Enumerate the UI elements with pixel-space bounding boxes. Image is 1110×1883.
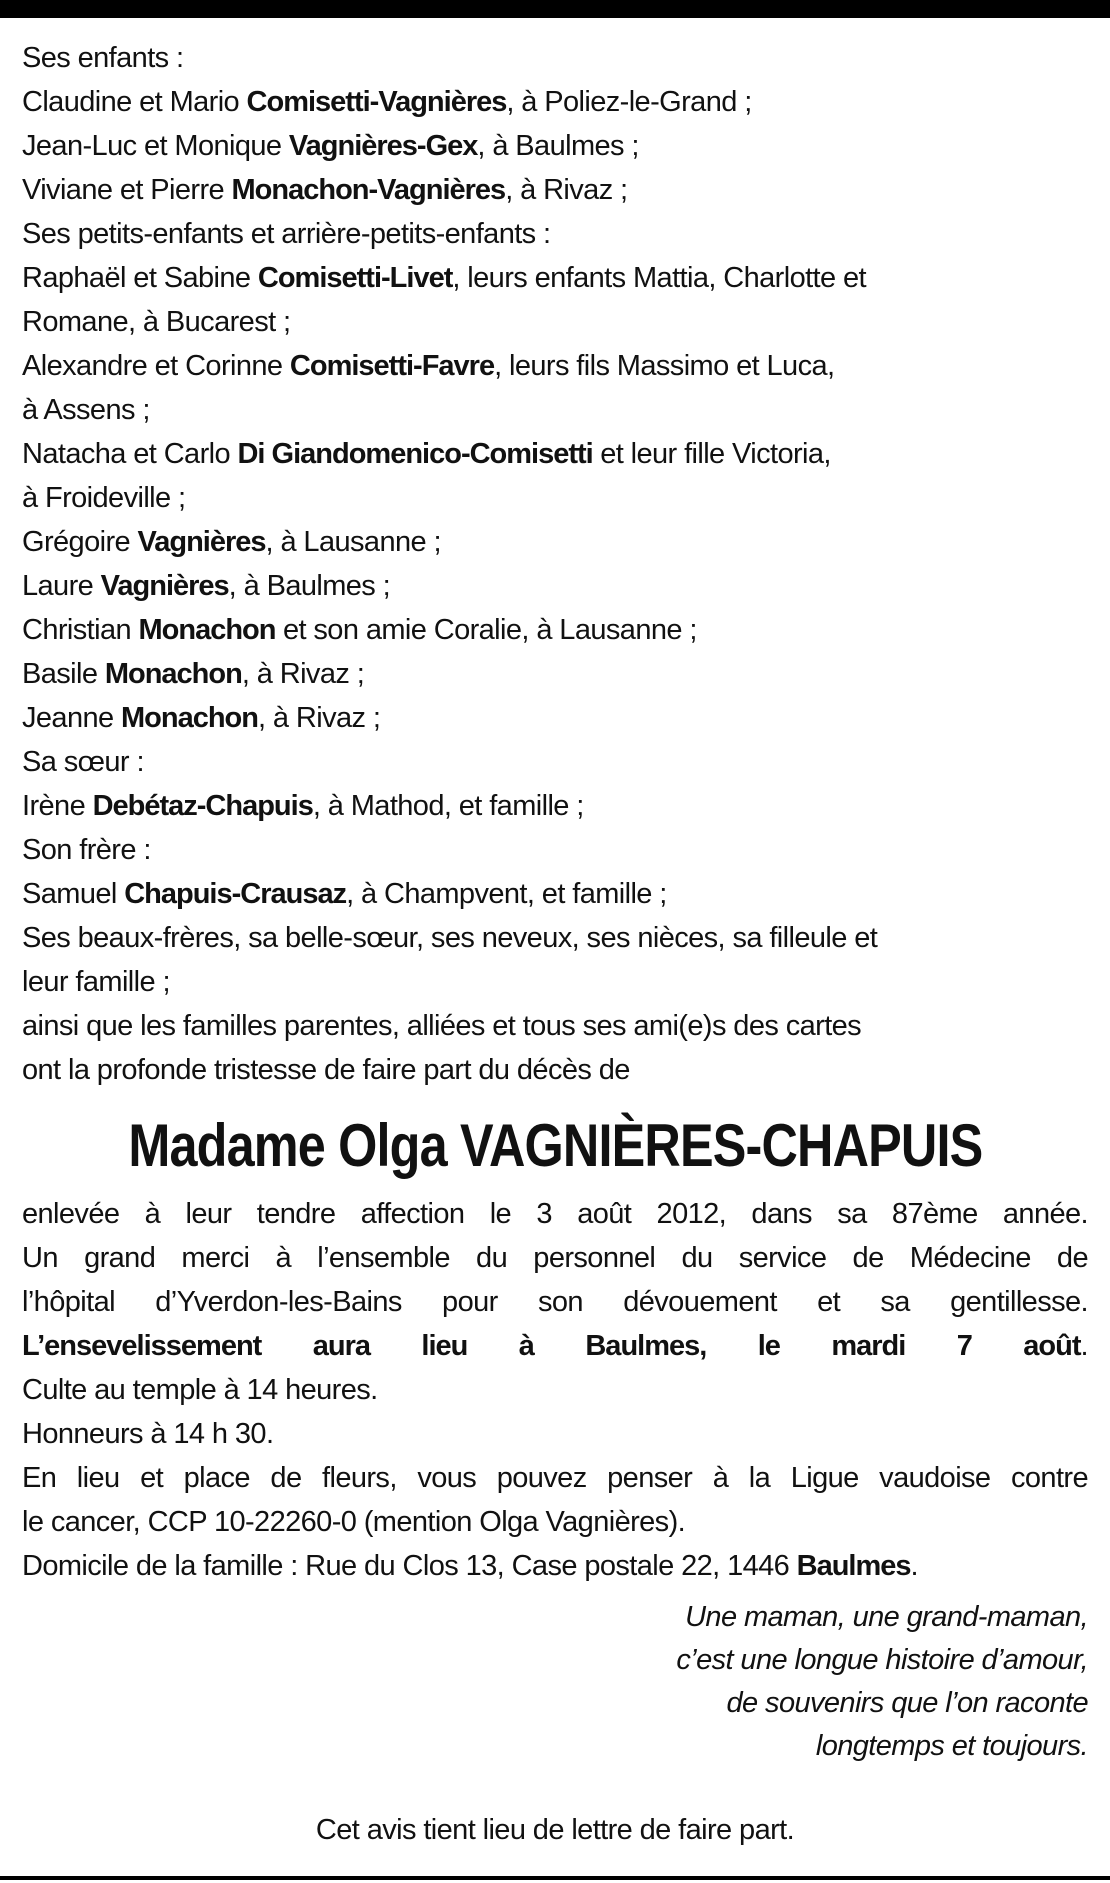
bold-name: Comisetti-Livet bbox=[257, 262, 453, 294]
text-segment: Romane, à Bucarest ; bbox=[22, 306, 291, 338]
announcement-body bbox=[22, 1192, 1088, 1588]
text-segment: , à Lausanne ; bbox=[265, 526, 441, 558]
text-line bbox=[22, 784, 1088, 828]
top-rule bbox=[0, 0, 1110, 18]
text-segment: , à Baulmes ; bbox=[228, 570, 391, 602]
text-segment: Ses beaux-frères, sa belle-sœur, ses neveux, ses nièces, sa filleule et bbox=[22, 922, 878, 954]
bold-name: Debétaz-Chapuis bbox=[92, 790, 313, 822]
text-line bbox=[22, 740, 1088, 784]
bottom-rule bbox=[0, 1876, 1110, 1880]
text-segment: Domicile de la famille : Rue du Clos 13, Case postale 22, 1446 bbox=[22, 1550, 797, 1582]
text-line bbox=[22, 696, 1088, 740]
text-line bbox=[22, 300, 1088, 344]
bold-name: Monachon bbox=[138, 614, 276, 646]
text-line bbox=[22, 828, 1088, 872]
text-segment: Samuel bbox=[22, 878, 125, 910]
text-segment: Culte au temple à 14 heures. bbox=[22, 1374, 378, 1406]
bold-name: Vagnières bbox=[137, 526, 266, 558]
text-segment: , à Rivaz ; bbox=[505, 174, 628, 206]
family-list bbox=[22, 36, 1088, 1092]
text-segment: Viviane et Pierre bbox=[22, 174, 232, 206]
text-segment: enlevée à leur tendre affection le 3 août 2012, dans sa 87ème année. bbox=[22, 1198, 1088, 1230]
text-line bbox=[22, 872, 1088, 916]
text-line bbox=[22, 256, 1088, 300]
text-segment: et son amie Coralie, à Lausanne ; bbox=[275, 614, 697, 646]
text-segment: Natacha et Carlo bbox=[22, 438, 238, 470]
text-segment: Laure bbox=[22, 570, 101, 602]
text-line bbox=[22, 652, 1088, 696]
poem-line: longtemps et toujours. bbox=[815, 1730, 1088, 1762]
text-segment: Raphaël et Sabine bbox=[22, 262, 258, 294]
bold-name: Comisetti-Favre bbox=[289, 350, 495, 382]
text-segment: Basile bbox=[22, 658, 105, 690]
text-segment: , à Champvent, et famille ; bbox=[346, 878, 667, 910]
text-segment: à Froideville ; bbox=[22, 482, 186, 514]
text-segment: le cancer, CCP 10-22260-0 (mention Olga Vagnières). bbox=[22, 1506, 686, 1538]
bold-name: L’ensevelissement aura lieu à Baulmes, le mardi 7 août bbox=[22, 1330, 1081, 1362]
text-line bbox=[22, 388, 1088, 432]
text-line bbox=[22, 960, 1088, 1004]
text-segment: , à Rivaz ; bbox=[241, 658, 365, 690]
text-line bbox=[22, 608, 1088, 652]
text-segment: l’hôpital d’Yverdon-les-Bains pour son dévouement et sa gentillesse. bbox=[22, 1286, 1088, 1318]
text-line bbox=[22, 168, 1088, 212]
text-line bbox=[22, 1280, 1088, 1324]
bold-name: Vagnières-Gex bbox=[288, 130, 478, 162]
text-segment: Honneurs à 14 h 30. bbox=[22, 1418, 274, 1450]
text-segment: , à Baulmes ; bbox=[477, 130, 639, 162]
text-segment: Son frère : bbox=[22, 834, 151, 866]
text-segment: . bbox=[1080, 1330, 1088, 1362]
text-segment: Sa sœur : bbox=[22, 746, 144, 778]
poem-line: Une maman, une grand-maman, bbox=[685, 1601, 1088, 1633]
text-line bbox=[22, 564, 1088, 608]
text-segment: Un grand merci à l’ensemble du personnel du service de Médecine de bbox=[22, 1242, 1088, 1274]
text-line bbox=[22, 520, 1088, 564]
poem-line: de souvenirs que l’on raconte bbox=[726, 1687, 1088, 1719]
bold-name: Di Giandomenico-Comisetti bbox=[237, 438, 593, 470]
text-line bbox=[22, 1048, 1088, 1092]
text-segment: Irène bbox=[22, 790, 93, 822]
text-line bbox=[22, 1544, 1088, 1588]
text-line bbox=[22, 344, 1088, 388]
poem-line: c’est une longue histoire d’amour, bbox=[676, 1644, 1088, 1676]
poem bbox=[676, 1596, 1088, 1768]
text-line bbox=[22, 1192, 1088, 1236]
bold-name: Comisetti-Vagnières bbox=[246, 86, 507, 118]
text-segment: Jeanne bbox=[22, 702, 121, 734]
text-segment: Christian bbox=[22, 614, 139, 646]
text-segment: Ses enfants : bbox=[22, 42, 184, 74]
bold-name: Chapuis-Crausaz bbox=[124, 878, 347, 910]
text-segment: En lieu et place de fleurs, vous pouvez penser à la Ligue vaudoise contre bbox=[22, 1462, 1088, 1494]
text-line bbox=[22, 1500, 1088, 1544]
text-segment: à Assens ; bbox=[22, 394, 150, 426]
text-segment: Ses petits-enfants et arrière-petits-enfants : bbox=[22, 218, 551, 250]
text-segment: Claudine et Mario bbox=[22, 86, 247, 118]
bold-name: Baulmes bbox=[796, 1550, 911, 1582]
bold-name: Monachon bbox=[104, 658, 242, 690]
text-segment: , leurs enfants Mattia, Charlotte et bbox=[452, 262, 866, 294]
text-segment: leur famille ; bbox=[22, 966, 170, 998]
text-line bbox=[22, 124, 1088, 168]
text-line bbox=[22, 1004, 1088, 1048]
deceased-name-text: Madame Olga VAGNIÈRES-CHAPUIS bbox=[127, 1112, 983, 1179]
text-line bbox=[22, 432, 1088, 476]
text-line bbox=[22, 1412, 1088, 1456]
text-line bbox=[22, 80, 1088, 124]
bold-name: Vagnières bbox=[100, 570, 229, 602]
closing-note: Cet avis tient lieu de lettre de faire part. bbox=[315, 1814, 795, 1846]
bold-name: Monachon-Vagnières bbox=[231, 174, 506, 206]
text-segment: Jean-Luc et Monique bbox=[22, 130, 289, 162]
text-line bbox=[22, 1236, 1088, 1280]
text-line bbox=[22, 36, 1088, 80]
text-line bbox=[22, 916, 1088, 960]
text-segment: . bbox=[910, 1550, 918, 1582]
text-segment: et leur fille Victoria, bbox=[592, 438, 831, 470]
text-segment: , à Poliez-le-Grand ; bbox=[506, 86, 752, 118]
text-segment: ont la profonde tristesse de faire part du décès de bbox=[22, 1054, 630, 1086]
text-line bbox=[22, 1456, 1088, 1500]
text-line bbox=[22, 476, 1088, 520]
text-line bbox=[22, 212, 1088, 256]
text-line bbox=[22, 1324, 1088, 1368]
text-segment: , à Rivaz ; bbox=[258, 702, 381, 734]
text-segment: , à Mathod, et famille ; bbox=[312, 790, 584, 822]
text-segment: , leurs fils Massimo et Luca, bbox=[494, 350, 835, 382]
text-segment: ainsi que les familles parentes, alliées et tous ses ami(e)s des cartes bbox=[22, 1010, 862, 1042]
bold-name: Monachon bbox=[121, 702, 258, 734]
text-segment: Grégoire bbox=[22, 526, 138, 558]
deceased-name bbox=[0, 1108, 1110, 1184]
text-segment: Alexandre et Corinne bbox=[22, 350, 290, 382]
text-line bbox=[22, 1368, 1088, 1412]
